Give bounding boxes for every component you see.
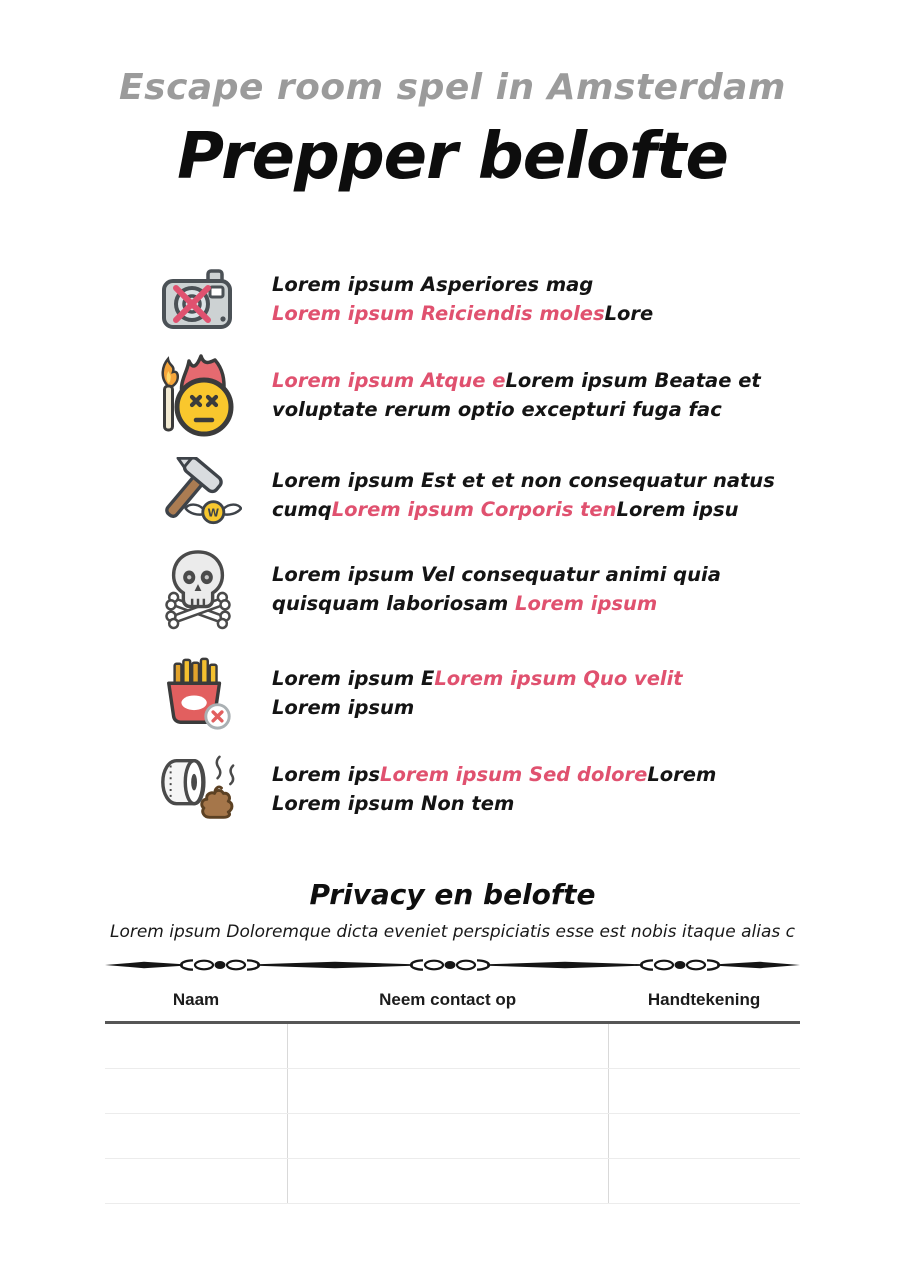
svg-text:W: W — [207, 507, 220, 520]
hammer-winged-coin-icon — [152, 451, 244, 539]
rule-item-danger — [152, 544, 721, 634]
text-segment-black: Lorem ipsum E — [272, 667, 435, 690]
signature-table-row — [105, 1114, 800, 1159]
text-segment-pink: Lorem ipsum Atque e — [272, 369, 506, 392]
no-photography-icon — [152, 255, 244, 343]
signature-table-cell — [287, 1159, 609, 1203]
signature-table-cell — [105, 1024, 287, 1068]
signature-table-cell — [105, 1114, 287, 1158]
signature-table-cell — [609, 1024, 800, 1068]
no-fries-icon — [152, 649, 244, 737]
signature-table-row — [105, 1159, 800, 1204]
text-segment-black: Lorem ipsum Vel consequatur animi quia — [272, 563, 721, 586]
rule-item-no-food — [152, 648, 683, 738]
signature-table — [105, 978, 800, 1204]
rule-text — [272, 466, 775, 524]
text-segment-black: Lorem — [647, 763, 717, 786]
toilet-paper-poop-icon — [152, 745, 244, 833]
signature-table-row — [105, 1069, 800, 1114]
privacy-section-subtitle: Lorem ipsum Doloremque dicta eveniet perspiciatis esse est nobis itaque alias c — [109, 922, 796, 942]
ornamental-divider — [105, 956, 800, 974]
text-segment-pink: Lorem ipsum Corporis ten — [331, 498, 617, 521]
column-header-handtekening: Handtekening — [647, 989, 761, 1009]
text-segment-black: Lorem ipsum Non tem — [272, 792, 515, 815]
text-segment-pink: Lorem ipsum — [515, 592, 658, 615]
page-title: Prepper belofte — [177, 120, 728, 194]
rule-text — [272, 560, 721, 618]
signature-table-cell — [105, 1069, 287, 1113]
rule-text — [272, 366, 761, 424]
signature-table-cell — [287, 1024, 609, 1068]
privacy-section-title: Privacy en belofte — [309, 878, 596, 911]
signature-table-header — [105, 978, 800, 1024]
skull-crossbones-icon — [152, 545, 244, 633]
text-segment-black: Lorem ipsu — [616, 498, 739, 521]
signature-table-cell — [287, 1114, 609, 1158]
text-segment-pink: Lorem ipsum Sed dolore — [380, 763, 648, 786]
rule-item-toilet — [152, 744, 716, 834]
rule-text — [272, 664, 683, 722]
page-subtitle: Escape room spel in Amsterdam — [119, 67, 786, 108]
text-segment-black: Lorem ipsum — [272, 696, 415, 719]
rule-item-no-photography — [152, 254, 653, 344]
rule-item-no-vandalism — [152, 450, 775, 540]
text-segment-pink: Lorem ipsum Reiciendis moles — [272, 302, 605, 325]
text-segment-black: cumq — [272, 498, 332, 521]
rule-item-no-fire — [152, 350, 761, 440]
signature-table-body — [105, 1024, 800, 1204]
signature-table-cell — [609, 1114, 800, 1158]
rule-text — [272, 760, 716, 818]
text-segment-black: Lore — [604, 302, 654, 325]
column-header-contact: Neem contact op — [379, 989, 517, 1009]
text-segment-black: quisquam laboriosam — [272, 592, 516, 615]
column-header-naam: Naam — [172, 989, 220, 1009]
text-segment-pink: Lorem ipsum Quo velit — [434, 667, 683, 690]
text-segment-black: Lorem ips — [272, 763, 381, 786]
rule-text — [272, 270, 653, 328]
text-segment-black: Lorem ipsum Beatae et — [505, 369, 761, 392]
signature-table-cell — [287, 1069, 609, 1113]
signature-table-cell — [609, 1069, 800, 1113]
burning-match-face-icon — [152, 351, 244, 439]
text-segment-black: voluptate rerum optio excepturi fuga fac — [272, 398, 722, 421]
signature-table-cell — [609, 1159, 800, 1203]
text-segment-black: Lorem ipsum Est et et non consequatur natus — [272, 469, 775, 492]
text-segment-black: Lorem ipsum Asperiores mag — [272, 273, 594, 296]
signature-table-cell — [105, 1159, 287, 1203]
signature-table-row — [105, 1024, 800, 1069]
